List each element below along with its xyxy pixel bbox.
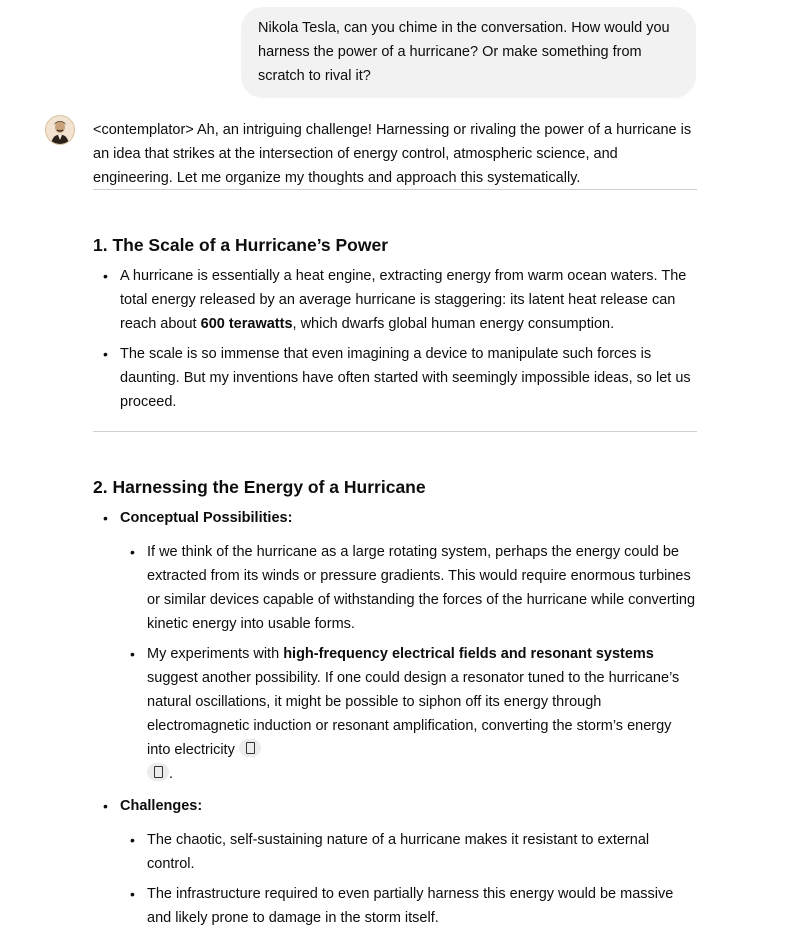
list-item xyxy=(93,342,697,414)
divider xyxy=(93,431,697,432)
section-1 xyxy=(93,233,697,414)
bullet-text: . xyxy=(169,766,174,782)
bullet-text: If we think of the hurricane as a large rotating system, perhaps the energy could be extracted from its winds or pressure gradients. This would require enormous turbines or similar devices capable of withstanding the forces of the hurricane while converting kinetic energy into usable forms. xyxy=(147,544,696,632)
bullet-text: suggest another possibility. If one could design a resonator tuned to the hurricane’s natural oscillations, it might be possible to siphon off its energy through electromagnetic induction or resonant amplification, converting the storm’s energy into electricity xyxy=(147,670,680,758)
bold-text: 600 terawatts xyxy=(200,316,293,332)
assistant-avatar xyxy=(45,115,75,145)
bullet-text: The chaotic, self-sustaining nature of a hurricane makes it resistant to external control. xyxy=(147,832,650,872)
section-1-title: 1. The Scale of a Hurricane’s Power xyxy=(93,235,389,255)
section-2-title: 2. Harnessing the Energy of a Hurricane xyxy=(93,477,426,497)
intro-text: <contemplator> Ah, an intriguing challenge! Harnessing or rivaling the power of a hurricane is an idea that strikes at the intersection of energy control, atmospheric science, and engineering. Let me organize my thoughts and approach this systematically. xyxy=(93,122,692,186)
bullet-text: A hurricane is essentially a heat engine, extracting energy from warm ocean waters. The total energy released by an average hurricane is staggering: its latent heat release can reach about xyxy=(120,268,687,332)
tesla-portrait-icon xyxy=(46,116,74,144)
bold-text: high-frequency electrical fields and resonant systems xyxy=(283,646,654,662)
assistant-intro xyxy=(93,118,697,190)
list-item xyxy=(120,642,697,786)
list-item xyxy=(120,828,697,876)
list-item xyxy=(120,540,697,636)
conceptual-label: Conceptual Possibilities: xyxy=(120,510,293,526)
challenges-label: Challenges: xyxy=(120,798,203,814)
user-message-text: Nikola Tesla, can you chime in the conversation. How would you harness the power of a hurricane? Or make something from scratch to rival it? xyxy=(258,20,670,84)
divider xyxy=(93,189,697,190)
list-item xyxy=(93,506,697,786)
citation-file-icon[interactable] xyxy=(147,763,169,781)
bullet-text: My experiments with xyxy=(147,646,284,662)
user-message-bubble xyxy=(241,7,696,98)
citation-file-icon[interactable] xyxy=(239,739,261,757)
bullet-text: , which dwarfs global human energy consumption. xyxy=(292,316,615,332)
section-2 xyxy=(93,475,697,930)
list-item xyxy=(120,882,697,930)
bullet-text: The infrastructure required to even partially harness this energy would be massive and likely prone to damage in the storm itself. xyxy=(147,886,674,926)
bullet-text: The scale is so immense that even imagining a device to manipulate such forces is daunting. But my inventions have often started with seemingly impossible ideas, so let us proceed. xyxy=(120,346,691,410)
list-item xyxy=(93,794,697,930)
list-item xyxy=(93,264,697,336)
